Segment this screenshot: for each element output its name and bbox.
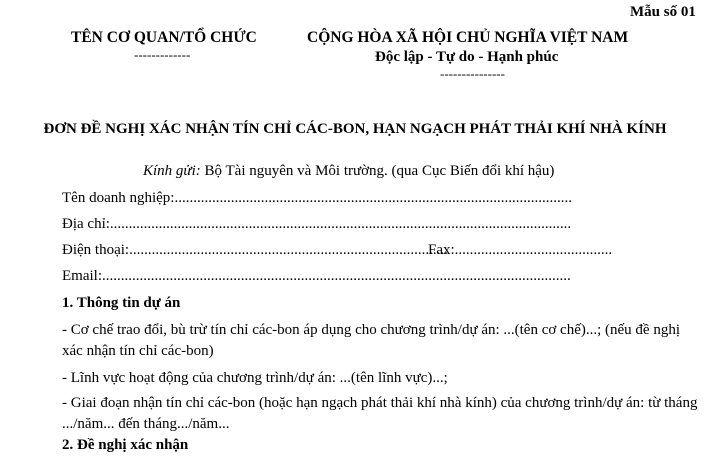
form-number: Mẫu số 01 <box>630 4 696 20</box>
national-motto: Độc lập - Tự do - Hạnh phúc <box>375 49 559 65</box>
motto-underline: --------------- <box>440 66 505 81</box>
recipient-label: Kính gửi: <box>143 163 201 179</box>
organization-name: TÊN CƠ QUAN/TỔ CHỨC <box>71 29 257 46</box>
address-field: Địa chỉ:........................................................................................................................... <box>62 216 572 232</box>
section-1-item-sector: - Lĩnh vực hoạt động của chương trình/dự án: ...(tên lĩnh vực)...; <box>62 370 448 386</box>
section-1-item-mechanism: - Cơ chế trao đổi, bù trừ tín chỉ các-bon áp dụng cho chương trình/dự án: ...(tên cơ chế)...; (nếu đề nghị xác nhận tín chỉ các-bon) <box>62 322 681 359</box>
recipient-line <box>143 162 554 180</box>
section-2-heading: 2. Đề nghị xác nhận <box>62 437 189 453</box>
section-1-heading: 1. Thông tin dự án <box>62 295 181 311</box>
recipient-value: Bộ Tài nguyên và Môi trường. (qua Cục Biến đổi khí hậu) <box>200 163 555 179</box>
fax-field: Fax:.......................................... <box>428 242 613 258</box>
section-1-item-period: - Giai đoạn nhận tín chỉ các-bon (hoặc hạn ngạch phát thải khí nhà kính) của chương trình/dự án: từ tháng .../năm... đến tháng.../năm... <box>62 395 698 432</box>
phone-field: Điện thoại:..................................................................................... <box>62 242 448 258</box>
email-field: Email:............................................................................................................................. <box>62 268 571 284</box>
document-title: ĐƠN ĐỀ NGHỊ XÁC NHẬN TÍN CHỈ CÁC-BON, HẠN NGẠCH PHÁT THẢI KHÍ NHÀ KÍNH <box>43 121 667 137</box>
country-heading: CỘNG HÒA XÃ HỘI CHỦ NGHĨA VIỆT NAM <box>307 29 629 46</box>
company-name-field: Tên doanh nghiệp:.......................................................................................................... <box>62 190 572 206</box>
organization-underline: ------------- <box>134 47 191 62</box>
